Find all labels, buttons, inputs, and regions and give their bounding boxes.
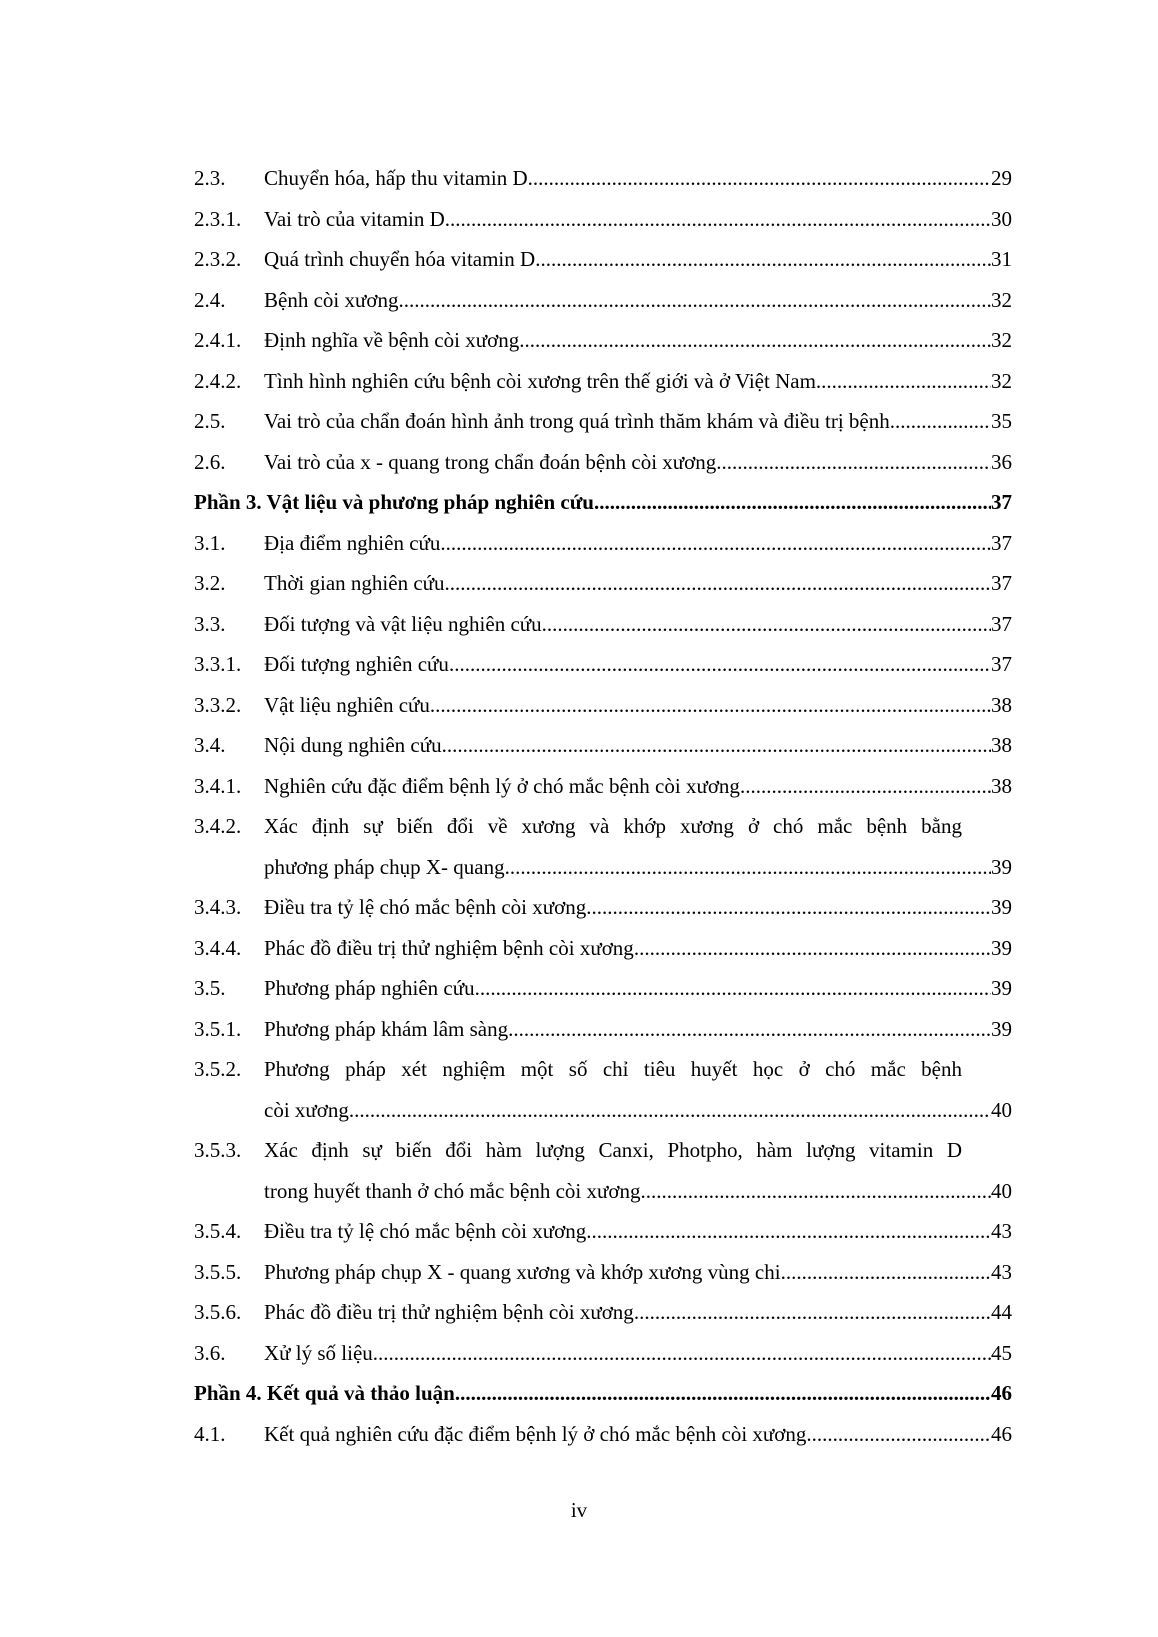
toc-page: 32 [991,287,1012,312]
toc-entry [194,1009,1012,1050]
dot-leader [781,1252,991,1293]
toc-entry [194,1252,1012,1293]
toc-page: 40 [991,1178,1012,1203]
toc-number: 3.5.2. [194,1057,242,1081]
toc-title: Vai trò của x - quang trong chẩn đoán bệnh còi xương [264,449,717,474]
toc-entry [194,725,1012,766]
toc-entry [194,442,1012,483]
toc-page: 39 [991,895,1012,919]
dot-leader [634,928,991,969]
toc-page: 37 [991,530,1012,555]
dot-leader [816,361,991,402]
toc-entry [194,239,1012,280]
toc-page: 45 [991,1340,1012,1365]
toc-page: 32 [991,368,1012,393]
dot-leader [716,442,991,483]
toc-number: 4.1. [194,1421,226,1446]
toc-entry [194,1211,1012,1252]
toc-number: 3.1. [194,530,226,555]
toc-number: 3.5.6. [194,1300,242,1324]
toc-entry [194,320,1012,361]
toc-entry [194,766,1012,807]
toc-entry [194,685,1012,726]
toc-entry [194,968,1012,1009]
dot-leader [442,725,991,766]
dot-leader [528,158,991,199]
toc-entry [194,361,1012,402]
toc-title: Tình hình nghiên cứu bệnh còi xương trên thế giới và ở Việt Nam [264,368,816,393]
toc-entry-multiline [194,1130,1012,1171]
toc-title: Điều tra tỷ lệ chó mắc bệnh còi xương [264,895,587,919]
toc-number: 3.3.1. [194,652,242,676]
toc-page: 40 [991,1097,1012,1122]
dot-leader [349,1090,991,1131]
toc-number: 3.3.2. [194,692,242,717]
toc-page: 43 [991,1259,1012,1284]
toc-title: Nghiên cứu đặc điểm bệnh lý ở chó mắc bệnh còi xương [264,773,740,798]
toc-number: 3.5.5. [194,1259,242,1284]
toc-page: 30 [991,206,1012,231]
toc-number: 3.5.3. [194,1138,242,1162]
dot-leader [806,1414,991,1455]
toc-title: Phác đồ điều trị thử nghiệm bệnh còi xương [264,935,634,960]
toc-number: 2.3.2. [194,247,242,271]
toc-page: 39 [991,854,1012,879]
toc-title: Chuyển hóa, hấp thu vitamin D [264,166,528,190]
dot-leader [586,887,991,928]
toc-page: 31 [991,247,1012,271]
dot-leader [890,401,991,442]
dot-leader [398,280,991,321]
toc-number: 2.4. [194,287,226,312]
toc-entry [194,523,1012,564]
toc-page: 39 [991,1016,1012,1041]
dot-leader [475,968,991,1009]
toc-number: 3.5.1. [194,1016,242,1041]
toc-number: 2.6. [194,449,226,474]
toc-title: Đối tượng và vật liệu nghiên cứu [264,611,542,636]
toc-title: Vật liệu nghiên cứu [264,692,430,717]
toc-title: Phương pháp khám lâm sàng [264,1016,509,1041]
toc-title: Thời gian nghiên cứu [264,571,445,595]
toc-number: 3.5. [194,976,226,1000]
toc-page: 44 [991,1300,1012,1324]
toc-entry [194,1414,1012,1455]
toc-chapter-heading [194,1373,1012,1414]
dot-leader [535,239,991,280]
toc-entry-continuation [194,847,1012,888]
toc-number: 3.3. [194,611,226,636]
toc-entry [194,401,1012,442]
toc-page: 39 [991,976,1012,1000]
toc-page: 38 [991,692,1012,717]
toc-title-line1: Phương pháp xét nghiệm một số chỉ tiêu huyết học ở chó mắc bệnh [264,1057,962,1081]
toc-entry [194,199,1012,240]
toc-title: Phương pháp nghiên cứu [264,976,475,1000]
dot-leader [641,1171,991,1212]
toc-entry [194,1333,1012,1374]
toc-page: 46 [991,1381,1012,1405]
page-number: iv [570,1498,588,1522]
toc-page: 43 [991,1219,1012,1243]
toc-number: 3.4.2. [194,814,242,838]
toc-page: 37 [991,652,1012,676]
toc-page: 29 [991,166,1012,190]
toc-entry [194,158,1012,199]
toc-title: Địa điểm nghiên cứu [264,530,441,555]
toc-title: Nội dung nghiên cứu [264,733,442,757]
toc-entry [194,280,1012,321]
toc-title: Phần 4. Kết quả và thảo luận [194,1381,455,1405]
dot-leader [455,1373,991,1414]
toc-chapter-heading [194,482,1012,523]
toc-page: 35 [991,409,1012,433]
dot-leader [445,199,991,240]
dot-leader [519,320,991,361]
toc-title-line2: phương pháp chụp X- quang [264,854,505,879]
toc-entry [194,563,1012,604]
toc-entry [194,604,1012,645]
toc-entry-multiline [194,1049,1012,1090]
dot-leader [542,604,991,645]
toc-number: 2.4.2. [194,368,242,393]
toc-title: Xử lý số liệu [264,1340,373,1365]
toc-entry [194,928,1012,969]
toc-title: Kết quả nghiên cứu đặc điểm bệnh lý ở chó mắc bệnh còi xương [264,1421,807,1446]
toc-page: 46 [991,1421,1012,1446]
toc-number: 2.3.1. [194,206,242,231]
toc-entry-continuation [194,1090,1012,1131]
toc-number: 2.5. [194,409,226,433]
toc-page: 37 [991,611,1012,636]
dot-leader [440,523,991,564]
toc-title: Điều tra tỷ lệ chó mắc bệnh còi xương [264,1219,587,1243]
table-of-contents [194,158,1012,1454]
toc-number: 3.5.4. [194,1219,242,1243]
toc-title: Đối tượng nghiên cứu [264,652,449,676]
toc-title: Phần 3. Vật liệu và phương pháp nghiên cứu [194,490,594,514]
dot-leader [373,1333,991,1374]
toc-number: 2.3. [194,166,226,190]
toc-page: 39 [991,935,1012,960]
toc-title-line2: trong huyết thanh ở chó mắc bệnh còi xương [264,1178,641,1203]
dot-leader [449,644,991,685]
dot-leader [594,482,991,523]
toc-page: 36 [991,449,1012,474]
toc-page: 38 [991,773,1012,798]
dot-leader [634,1292,991,1333]
toc-title: Quá trình chuyển hóa vitamin D [264,247,536,271]
toc-page: 37 [991,490,1012,514]
dot-leader [586,1211,991,1252]
dot-leader [508,1009,991,1050]
dot-leader [505,847,991,888]
toc-title: Vai trò của vitamin D [264,206,445,231]
toc-entry [194,887,1012,928]
toc-entry-continuation [194,1171,1012,1212]
toc-number: 2.4.1. [194,328,242,352]
toc-title: Phác đồ điều trị thử nghiệm bệnh còi xương [264,1300,634,1324]
toc-title: Vai trò của chẩn đoán hình ảnh trong quá trình thăm khám và điều trị bệnh [264,409,890,433]
toc-number: 3.2. [194,571,226,595]
toc-page: 38 [991,733,1012,757]
dot-leader [430,685,991,726]
toc-entry [194,1292,1012,1333]
toc-number: 3.4.4. [194,935,242,960]
toc-number: 3.4.1. [194,773,242,798]
toc-number: 3.4.3. [194,895,242,919]
toc-entry-multiline [194,806,1012,847]
toc-entry [194,644,1012,685]
toc-title: Bệnh còi xương [264,287,399,312]
dot-leader [740,766,991,807]
toc-page: 32 [991,328,1012,352]
toc-title: Phương pháp chụp X - quang xương và khớp xương vùng chi [264,1259,781,1284]
toc-title: Định nghĩa về bệnh còi xương [264,328,520,352]
toc-title-line1: Xác định sự biến đổi hàm lượng Canxi, Photpho, hàm lượng vitamin D [264,1138,962,1162]
toc-title-line2: còi xương [264,1097,349,1122]
toc-title-line1: Xác định sự biến đổi về xương và khớp xương ở chó mắc bệnh bằng [264,814,962,838]
toc-number: 3.6. [194,1340,226,1365]
dot-leader [445,563,991,604]
toc-page: 37 [991,571,1012,595]
toc-number: 3.4. [194,733,226,757]
